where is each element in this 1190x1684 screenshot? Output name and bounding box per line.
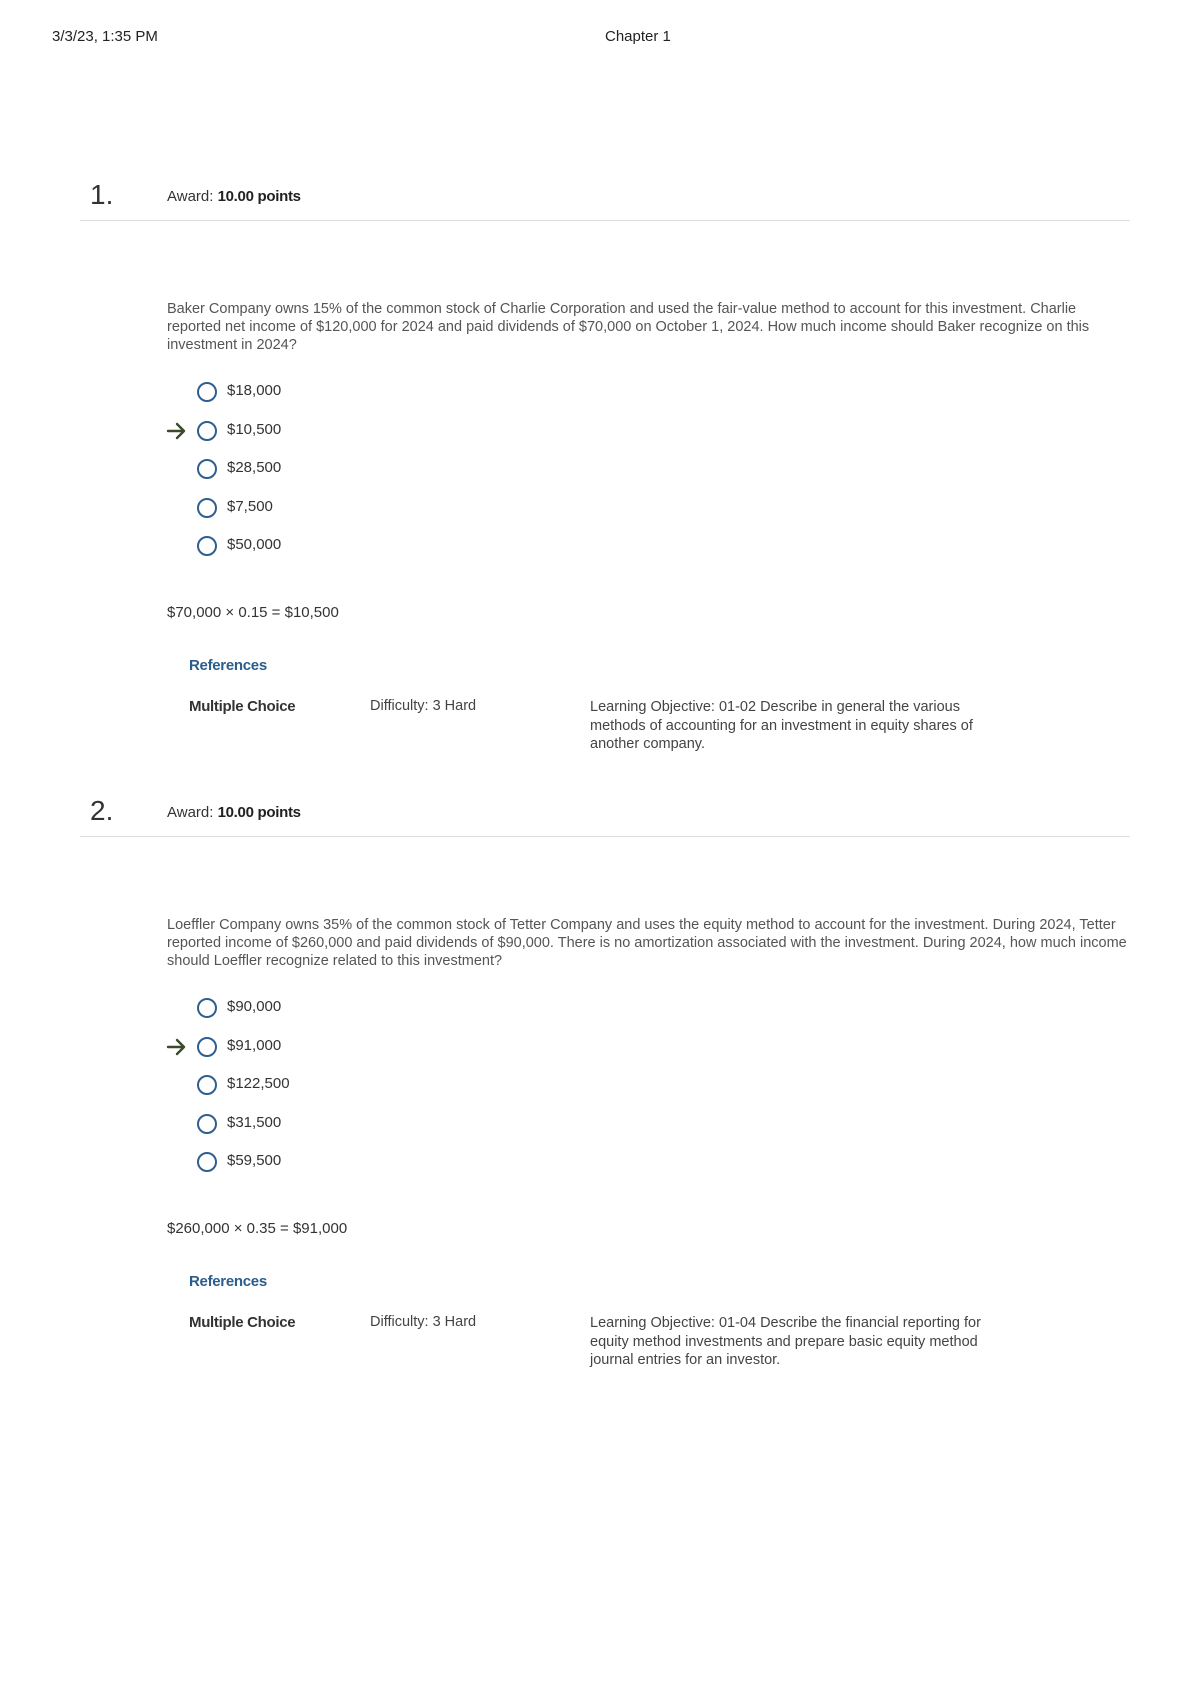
- radio-circle-icon[interactable]: [197, 459, 217, 479]
- references-link[interactable]: References: [189, 1273, 267, 1290]
- award: [167, 188, 301, 205]
- learning-objective: Learning Objective: 01-02 Describe in general the various methods of accounting for an investment in equity shares of another company.: [590, 699, 973, 752]
- award-label: Award:: [167, 804, 214, 821]
- award: [167, 804, 301, 821]
- answer-choices: [150, 376, 550, 569]
- question-text: Loeffler Company owns 35% of the common stock of Tetter Company and uses the equity method to account for the investment. During 2024, Tetter reported income of $260,000 and paid dividends of $90,000. There is no amortization associated with the investment. During 2024, how much income should Loeffler recognize related to this investment?: [167, 917, 1127, 969]
- answer-choice[interactable]: [150, 1069, 550, 1108]
- question-header: [0, 178, 1190, 222]
- radio-circle-icon[interactable]: [197, 1114, 217, 1134]
- award-points: 10.00 points: [217, 188, 301, 205]
- answer-choice[interactable]: [150, 530, 550, 569]
- answer-choice[interactable]: [150, 376, 550, 415]
- answer-choice-label: $90,000: [227, 998, 282, 1015]
- answer-choice-marked[interactable]: [150, 1031, 550, 1070]
- answer-choice[interactable]: [150, 492, 550, 531]
- explanation: $260,000 × 0.35 = $91,000: [167, 1220, 348, 1237]
- question-1: [0, 178, 1190, 752]
- divider: [80, 836, 1130, 837]
- answer-choice-label: $28,500: [227, 459, 282, 476]
- answer-choice-label: $91,000: [227, 1036, 282, 1054]
- print-title: Chapter 1: [605, 28, 671, 45]
- answer-choice-label: $31,500: [227, 1113, 282, 1131]
- question-number: 2.: [90, 795, 114, 826]
- divider: [80, 220, 1130, 221]
- question-type: Multiple Choice: [189, 698, 296, 715]
- arrow-right-icon: [166, 421, 188, 441]
- award-points: 10.00 points: [217, 804, 301, 821]
- answer-choices: [150, 992, 550, 1185]
- references-link[interactable]: References: [189, 657, 267, 674]
- question-2: [0, 794, 1190, 1368]
- explanation: $70,000 × 0.15 = $10,500: [167, 604, 339, 621]
- answer-choice[interactable]: [150, 453, 550, 492]
- arrow-right-icon: [166, 1037, 188, 1057]
- difficulty: Difficulty: 3 Hard: [370, 1314, 477, 1330]
- question-number: 1.: [90, 179, 114, 210]
- answer-choice-label: $7,500: [227, 497, 273, 515]
- print-header: [0, 28, 1190, 52]
- answer-choice-label: $10,500: [227, 420, 282, 438]
- question-type: Multiple Choice: [189, 1314, 296, 1331]
- question-text: Baker Company owns 15% of the common stock of Charlie Corporation and used the fair-value method to account for this investment. Charlie reported net income of $120,000 for 2024 and paid dividends of $70,000 on October 1, 2024. How much income should Baker recognize on this investment in 2024?: [167, 301, 1090, 353]
- award-label: Award:: [167, 188, 214, 205]
- answer-choice[interactable]: [150, 1146, 550, 1185]
- answer-choice[interactable]: [150, 1108, 550, 1147]
- radio-circle-icon[interactable]: [197, 536, 217, 556]
- difficulty: Difficulty: 3 Hard: [370, 698, 477, 714]
- radio-circle-icon[interactable]: [197, 498, 217, 518]
- question-header: [0, 794, 1190, 838]
- answer-choice-marked[interactable]: [150, 415, 550, 454]
- radio-circle-icon[interactable]: [197, 1037, 217, 1057]
- radio-circle-icon[interactable]: [197, 1152, 217, 1172]
- answer-choice[interactable]: [150, 992, 550, 1031]
- print-datetime: 3/3/23, 1:35 PM: [52, 28, 158, 45]
- radio-circle-icon[interactable]: [197, 382, 217, 402]
- radio-circle-icon[interactable]: [197, 421, 217, 441]
- answer-choice-label: $50,000: [227, 536, 282, 553]
- radio-circle-icon[interactable]: [197, 998, 217, 1018]
- learning-objective: Learning Objective: 01-04 Describe the financial reporting for equity method investments and prepare basic equity method journal entries for an investor.: [590, 1315, 981, 1368]
- answer-choice-label: $59,500: [227, 1152, 282, 1169]
- answer-choice-label: $122,500: [227, 1075, 290, 1092]
- radio-circle-icon[interactable]: [197, 1075, 217, 1095]
- answer-choice-label: $18,000: [227, 382, 282, 399]
